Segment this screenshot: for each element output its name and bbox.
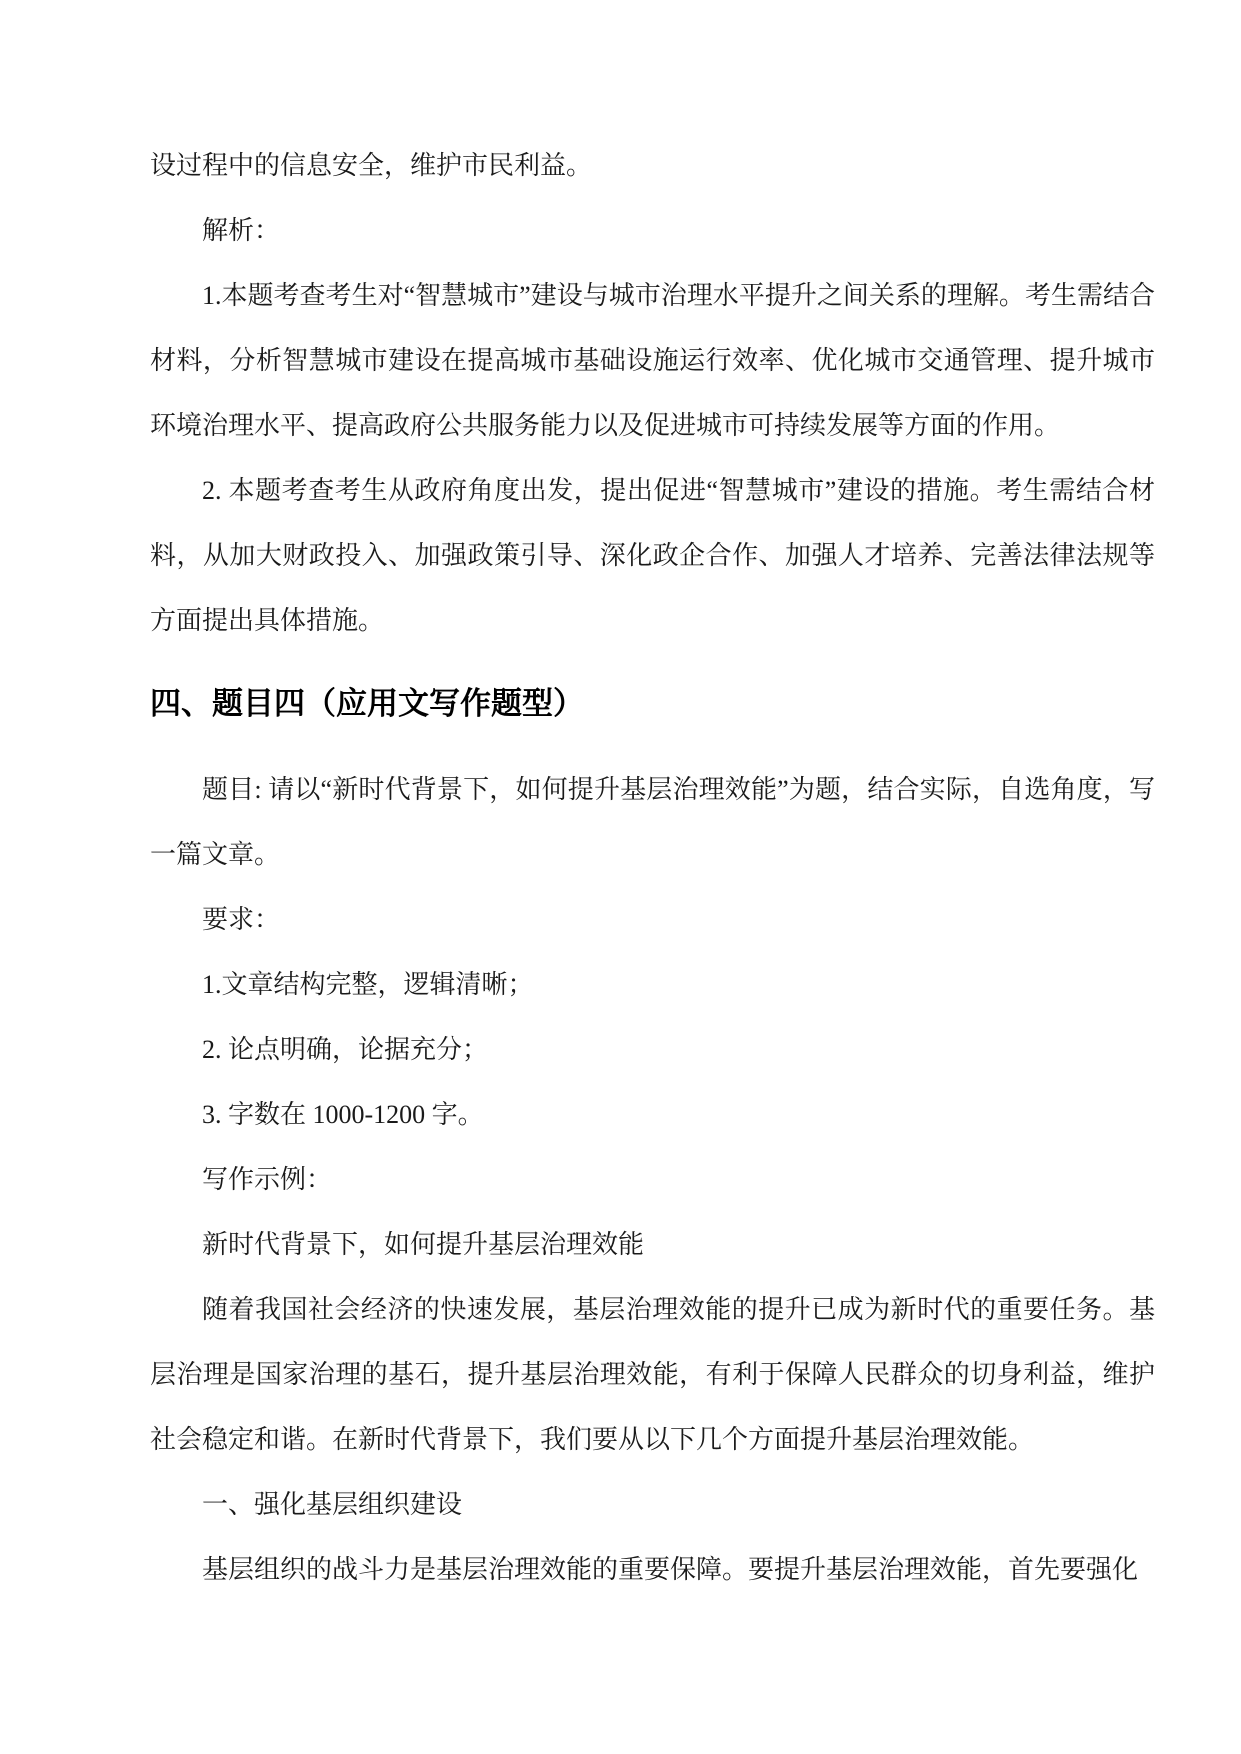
document-paragraph: 基层组织的战斗力是基层治理效能的重要保障。要提升基层治理效能，首先要强化 (202, 1555, 1139, 1584)
document-paragraph: 1.文章结构完整，逻辑清晰； (202, 970, 534, 999)
document-paragraph: 解析： (202, 216, 281, 245)
document-paragraph: 3. 字数在 1000-1200 字。 (202, 1100, 484, 1129)
document-body (150, 133, 1155, 1602)
document-paragraph: 一、强化基层组织建设 (202, 1490, 463, 1519)
section-heading: 四、题目四（应用文写作题型） (150, 686, 584, 721)
document-paragraph: 要求： (202, 905, 281, 934)
document-paragraph: 设过程中的信息安全，维护市民利益。 (150, 151, 593, 180)
document-paragraph: 1.本题考查考生对“智慧城市”建设与城市治理水平提升之间关系的理解。考生需结合材料，分析智慧城市建设在提高城市基础设施运行效率、优化城市交通管理、提升城市环境治理水平、提高政府公共服务能力以及促进城市可持续发展等方面的作用。 (150, 281, 1155, 440)
document-paragraph: 2. 本题考查考生从政府角度出发，提出促进“智慧城市”建设的措施。考生需结合材料，从加大财政投入、加强政策引导、深化政企合作、加强人才培养、完善法律法规等方面提出具体措施。 (150, 476, 1155, 635)
document-paragraph: 2. 论点明确，论据充分； (202, 1035, 489, 1064)
document-paragraph: 写作示例： (202, 1165, 333, 1194)
document-paragraph: 新时代背景下，如何提升基层治理效能 (202, 1230, 645, 1259)
document-paragraph: 随着我国社会经济的快速发展，基层治理效能的提升已成为新时代的重要任务。基层治理是国家治理的基石，提升基层治理效能，有利于保障人民群众的切身利益，维护社会稳定和谐。在新时代背景下，我们要从以下几个方面提升基层治理效能。 (150, 1295, 1155, 1454)
document-paragraph: 题目: 请以“新时代背景下，如何提升基层治理效能”为题，结合实际，自选角度，写一篇文章。 (150, 775, 1155, 869)
